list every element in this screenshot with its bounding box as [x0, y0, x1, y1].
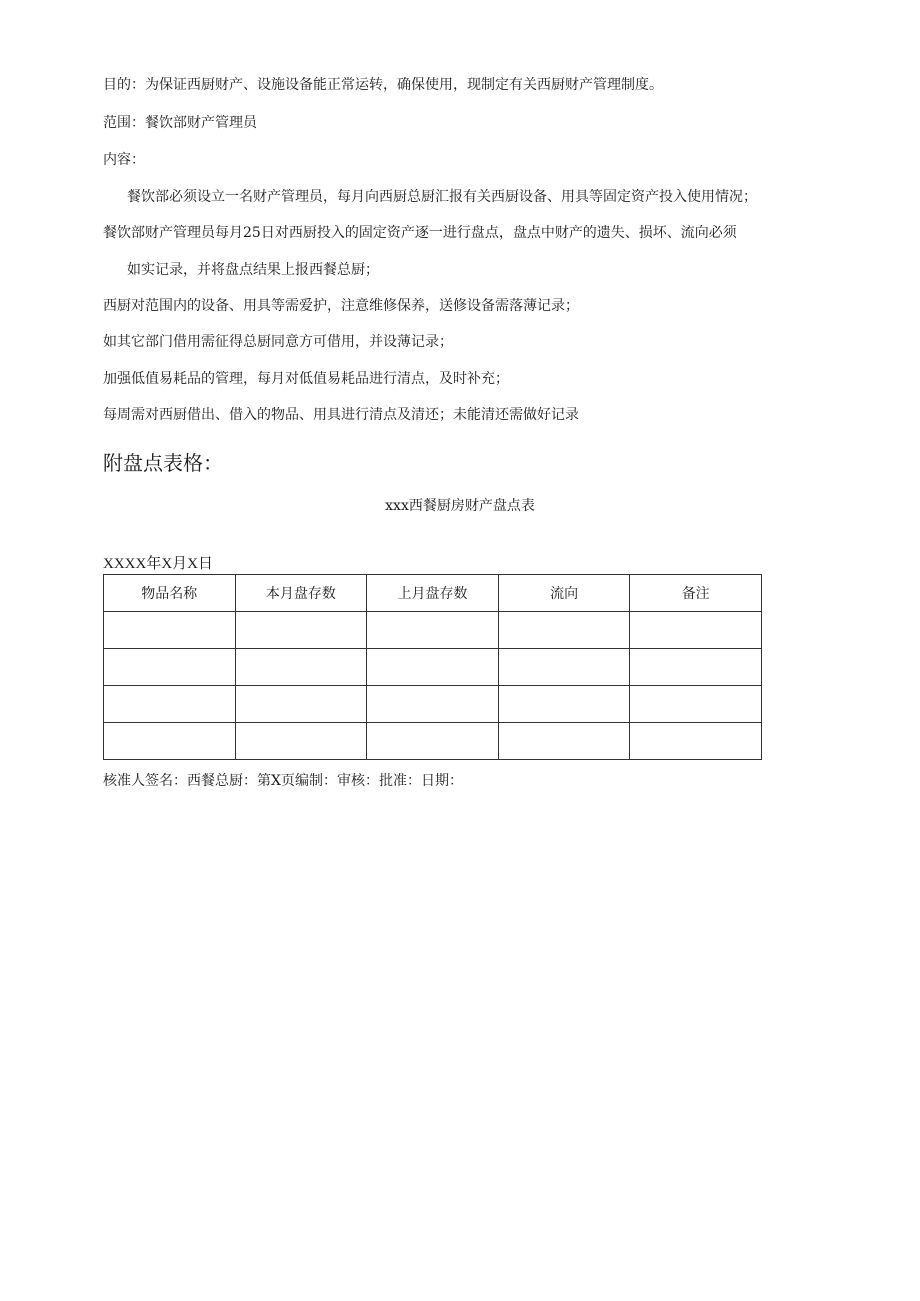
table-cell [104, 686, 236, 723]
table-row [104, 649, 762, 686]
table-cell [367, 612, 499, 649]
table-cell [498, 686, 630, 723]
table-cell [630, 649, 762, 686]
header-last-month-count: 上月盘存数 [367, 575, 499, 612]
table-cell [235, 649, 367, 686]
date-line: XXXX年X月X日 [103, 556, 213, 572]
table-cell [367, 686, 499, 723]
content-item-1: 餐饮部必须设立一名财产管理员，每月向西厨总厨汇报有关西厨设备、用具等固定资产投入使用情况； [127, 189, 757, 205]
table-row [104, 723, 762, 760]
content-item-4: 如其它部门借用需征得总厨同意方可借用，并设薄记录； [103, 334, 453, 350]
table-cell [235, 723, 367, 760]
table-cell [630, 686, 762, 723]
content-item-3: 西厨对范围内的设备、用具等需爱护，注意维修保养，送修设备需落薄记录； [103, 298, 579, 314]
attachment-heading: 附盘点表格： [103, 451, 223, 475]
table-cell [104, 612, 236, 649]
table-cell [498, 612, 630, 649]
content-item-2: 餐饮部财产管理员每月25日对西厨投入的固定资产逐一进行盘点，盘点中财产的遗失、损坏、流向必须 [103, 225, 737, 241]
table-title: xxx西餐厨房财产盘点表 [385, 498, 535, 514]
content-label: 内容： [103, 152, 145, 168]
table-cell [498, 649, 630, 686]
table-cell [235, 612, 367, 649]
table-cell [630, 612, 762, 649]
header-remarks: 备注 [630, 575, 762, 612]
table-cell [235, 686, 367, 723]
table-row [104, 612, 762, 649]
content-item-2-continued: 如实记录，并将盘点结果上报西餐总厨； [127, 262, 379, 278]
table-cell [367, 649, 499, 686]
header-flow: 流向 [498, 575, 630, 612]
table-cell [104, 649, 236, 686]
inventory-table [103, 574, 762, 760]
table-cell [498, 723, 630, 760]
table-cell [367, 723, 499, 760]
table-cell [104, 723, 236, 760]
content-item-6: 每周需对西厨借出、借入的物品、用具进行清点及清还；未能清还需做好记录 [103, 407, 579, 423]
content-item-5: 加强低值易耗品的管理，每月对低值易耗品进行清点，及时补充； [103, 371, 509, 387]
header-item-name: 物品名称 [104, 575, 236, 612]
purpose-paragraph: 目的：为保证西厨财产、设施设备能正常运转，确保使用，现制定有关西厨财产管理制度。 [103, 77, 663, 93]
table-row [104, 686, 762, 723]
table-cell [630, 723, 762, 760]
header-current-month-count: 本月盘存数 [235, 575, 367, 612]
signature-footer: 核准人签名：西餐总厨：第X页编制：审核：批准：日期： [103, 773, 463, 789]
scope-paragraph: 范围：餐饮部财产管理员 [103, 115, 257, 131]
table-header-row [104, 575, 762, 612]
